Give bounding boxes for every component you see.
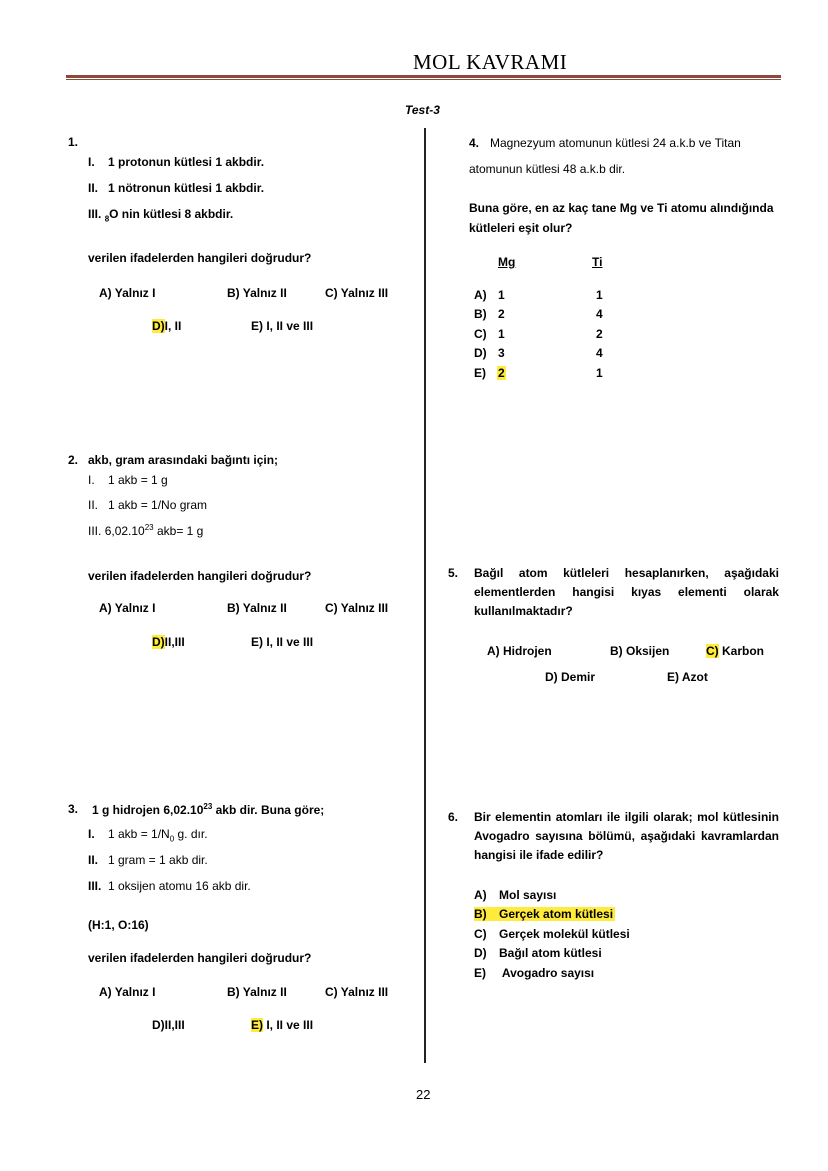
q2-s3: III. 6,02.10$^{23}$ akb= 1 g: [88, 523, 204, 538]
q4-row-d-mg: 3: [498, 346, 505, 360]
q1-option-c: C) Yalnız III: [325, 286, 389, 300]
q3-s3: 1 oksijen atomu 16 akb dir.: [108, 879, 251, 893]
q4-row-c-ti: 2: [596, 327, 603, 341]
q6-line2: Avogadro sayısına bölümü, aşağıdaki kavramlardan: [474, 829, 779, 843]
q2-s2: 1 akb = 1/No gram: [108, 498, 208, 512]
q5-option-c: C) Karbon: [706, 644, 765, 658]
q4-row-c-mg: 1: [498, 327, 505, 341]
q1-s1: 1 protonun kütlesi 1 akbdir.: [108, 155, 265, 169]
q4-col-ti: Ti: [592, 255, 603, 269]
q1-question: verilen ifadelerden hangileri doğrudur?: [88, 251, 312, 265]
q6-option-a: A) Mol sayısı: [474, 888, 557, 902]
q3-option-a: A) Yalnız I: [99, 985, 156, 999]
q4-row-d-letter: D): [474, 346, 487, 360]
page-number: 22: [416, 1087, 431, 1102]
q1-option-d: D)I, II: [152, 319, 182, 333]
q4-row-a-ti: 1: [596, 288, 603, 302]
q3-given: (H:1, O:16): [88, 918, 149, 932]
q3-option-e: E) I, II ve III: [251, 1018, 314, 1032]
q2-s1: 1 akb = 1 g: [108, 473, 168, 487]
q2-option-d: D)II,III: [152, 635, 185, 649]
test-label: Test-3: [405, 103, 440, 117]
header-rule-thin: [66, 79, 781, 80]
q3-stem: 1 g hidrojen 6,02.10$^{23}$ akb dir. Buna göre;: [92, 802, 325, 817]
q3-number: 3.: [68, 802, 79, 816]
q6-option-d: D) Bağıl atom kütlesi: [474, 946, 602, 960]
q2-option-c: C) Yalnız III: [325, 601, 389, 615]
column-divider: [424, 128, 426, 1063]
q3-s1-num: I.: [88, 827, 95, 841]
q1-option-e: E) I, II ve III: [251, 319, 314, 333]
q6-option-b: B) Gerçek atom kütlesi: [474, 907, 614, 921]
q6-line3: hangisi ile ifade edilir?: [474, 848, 604, 862]
q4-line2: atomunun kütlesi 48 a.k.b dir.: [469, 162, 626, 176]
q5-option-e: E) Azot: [667, 670, 708, 684]
q2-option-e: E) I, II ve III: [251, 635, 314, 649]
q2-s2-num: II.: [88, 498, 99, 512]
q1-option-b: B) Yalnız II: [227, 286, 287, 300]
q2-s1-num: I.: [88, 473, 95, 487]
q1-s2-num: II.: [88, 181, 99, 195]
q5-line3: kullanılmaktadır?: [474, 604, 573, 618]
header-rule: [66, 75, 781, 78]
q3-s1: 1 akb = $1/N_0$ g. dır.: [108, 827, 208, 844]
q6-number: 6.: [448, 810, 459, 824]
q4-row-b-letter: B): [474, 307, 487, 321]
q1-option-a: A) Yalnız I: [99, 286, 156, 300]
q4-row-a-mg: 1: [498, 288, 505, 302]
q6-option-c: C) Gerçek molekül kütlesi: [474, 927, 630, 941]
q4-row-e-letter: E): [474, 366, 486, 380]
q2-stem: akb, gram arasındaki bağıntı için;: [88, 453, 279, 467]
page-title: MOL KAVRAMI: [413, 50, 568, 74]
q5-number: 5.: [448, 566, 459, 580]
q6-option-e: E) Avogadro sayısı: [474, 966, 595, 980]
q4-number: 4.: [469, 136, 480, 150]
q2-question: verilen ifadelerden hangileri doğrudur?: [88, 569, 312, 583]
q4-row-c-letter: C): [474, 327, 487, 341]
q3-option-b: B) Yalnız II: [227, 985, 287, 999]
q1-s2: 1 nötronun kütlesi 1 akbdir.: [108, 181, 265, 195]
q3-s3-num: III.: [88, 879, 102, 893]
q4-col-mg: Mg: [498, 255, 516, 269]
q3-s2-num: II.: [88, 853, 99, 867]
q5-option-b: B) Oksijen: [610, 644, 670, 658]
q1-number: 1.: [68, 135, 79, 149]
q3-option-d: D)II,III: [152, 1018, 185, 1032]
q4-row-e-ti: 1: [596, 366, 603, 380]
q2-option-a: A) Yalnız I: [99, 601, 156, 615]
q4-row-b-ti: 4: [596, 307, 603, 321]
q3-option-c: C) Yalnız III: [325, 985, 389, 999]
q2-number: 2.: [68, 453, 79, 467]
q5-line2: elementlerden hangisi kıyas elementi olarak: [474, 585, 779, 599]
q5-line1: Bağıl atom kütleleri hesaplanırken, aşağıdaki: [474, 566, 779, 580]
q2-option-b: B) Yalnız II: [227, 601, 287, 615]
q4-row-b-mg: 2: [498, 307, 505, 321]
q4-row-d-ti: 4: [596, 346, 603, 360]
q4-question-line2: kütleleri eşit olur?: [469, 221, 573, 235]
q4-row-e-mg: 2: [498, 366, 505, 380]
q6-line1: Bir elementin atomları ile ilgili olarak; mol kütlesinin: [474, 810, 779, 824]
q4-question-line1: Buna göre, en az kaç tane Mg ve Ti atomu alındığında: [469, 201, 774, 215]
q1-s3: III. $_8$O nin kütlesi 8 akbdir.: [88, 207, 234, 224]
q5-option-d: D) Demir: [545, 670, 596, 684]
q5-option-a: A) Hidrojen: [487, 644, 552, 658]
q4-line1: Magnezyum atomunun kütlesi 24 a.k.b ve Titan: [490, 136, 741, 150]
q3-question: verilen ifadelerden hangileri doğrudur?: [88, 951, 312, 965]
q4-row-a-letter: A): [474, 288, 487, 302]
q3-s2: 1 gram = 1 akb dir.: [108, 853, 208, 867]
q1-s1-num: I.: [88, 155, 95, 169]
